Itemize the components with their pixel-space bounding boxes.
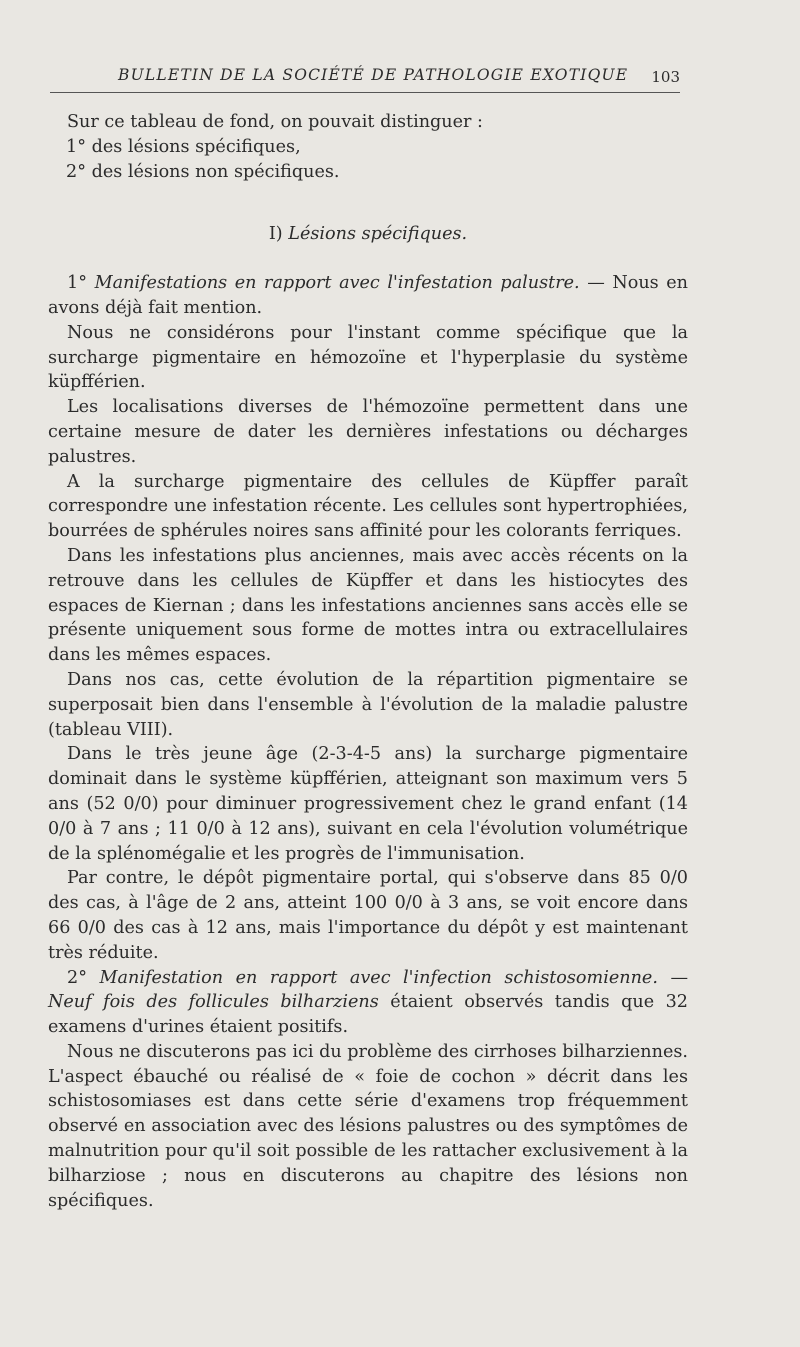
paragraph: Dans le très jeune âge (2-3-4-5 ans) la surcharge pigmentaire dominait dans le système küpfférien, atteignant son maximum vers 5 ans (52 0/0) pour diminuer progressivement chez le grand enfant (14 0/0 à 7 ans ; 11 0/0 à 12 ans), suivant en cela l'évolution volumétrique de la splénomégalie et les progrès de l'immunisation. — [48, 744, 688, 864]
subsection-1-rest: — Nous en avons déjà fait mention. — [48, 273, 689, 318]
paragraph: Dans les infestations plus anciennes, mais avec accès récents on la retrouve dans les cellules de Küpffer et dans les histiocytes des espaces de Kiernan ; dans les infestations anciennes sans accès elle se présente uniquement sous forme de mottes intra ou extracellulaires dans les mêmes espaces. — [48, 545, 688, 666]
list-item-1: 1° des lésions spécifiques, — [66, 136, 301, 157]
intro-paragraph: Sur ce tableau de fond, on pouvait distinguer : — [67, 112, 483, 132]
paragraph: A la surcharge pigmentaire des cellules de Küpffer paraît correspondre une infestation récente. Les cellules sont hypertrophiées, bourrées de sphérules noires sans affinité pour les colorants ferriques. — [48, 471, 688, 542]
subsection-1-title: Manifestations en rapport avec l'infestation palustre. — [94, 273, 580, 294]
subsection-1-heading — [48, 271, 688, 321]
subsection-1-number: 1° — [67, 273, 87, 294]
paragraph: Dans nos cas, cette évolution de la répartition pigmentaire se superposait bien dans l'ensemble à l'évolution de la maladie palustre (tableau VIII). — [48, 669, 688, 740]
subsection-2-number: 2° — [67, 967, 87, 988]
section-number: I) — [268, 224, 283, 245]
header-rule — [50, 92, 680, 93]
page-header — [50, 62, 680, 90]
paragraph: Nous ne discuterons pas ici du problème des cirrhoses bilharziennes. L'aspect ébauché ou réalisé de « foie de cochon » décrit dans les schistosomiases est dans cette série d'examens trop fréquemment observé en association avec des lésions palustres ou des symptômes de malnutrition pour qu'il soit possible de les rattacher exclusivement à la bilharziose ; nous en discuterons au chapitre des lésions non spécifiques. — [48, 1041, 688, 1211]
section-heading — [48, 222, 688, 247]
paragraph: Nous ne considérons pour l'instant comme spécifique que la surcharge pigmentaire en hémozoïne et l'hyperplasie du système küpfférien. — [48, 322, 688, 393]
body-text — [48, 110, 688, 1213]
list-item-2: 2° des lésions non spécifiques. — [66, 161, 340, 182]
paragraph: Les localisations diverses de l'hémozoïne permettent dans une certaine mesure de dater les dernières infestations ou décharges palustres. — [48, 397, 688, 467]
paragraph: Par contre, le dépôt pigmentaire portal, qui s'observe dans 85 0/0 des cas, à l'âge de 2 ans, atteint 100 0/0 à 3 ans, se voit encore dans 66 0/0 des cas à 12 ans, mais l'importance du dépôt y est maintenant très réduite. — [48, 868, 688, 963]
subsection-2-title: Manifestation en rapport avec l'infection schistosomienne. — [99, 967, 658, 988]
subsection-2-italic: Neuf fois des follicules bilharziens — [48, 992, 379, 1013]
subsection-2-rest: étaient observés tandis que 32 examens d'urines étaient positifs. — [48, 992, 689, 1038]
page-number: 103 — [651, 68, 680, 86]
journal-title: BULLETIN DE LA SOCIÉTÉ DE PATHOLOGIE EXOTIQUE — [118, 66, 629, 84]
subsection-2-dash: — — [670, 967, 689, 988]
section-title: Lésions spécifiques. — [288, 224, 468, 245]
subsection-2-paragraph — [48, 966, 688, 1040]
